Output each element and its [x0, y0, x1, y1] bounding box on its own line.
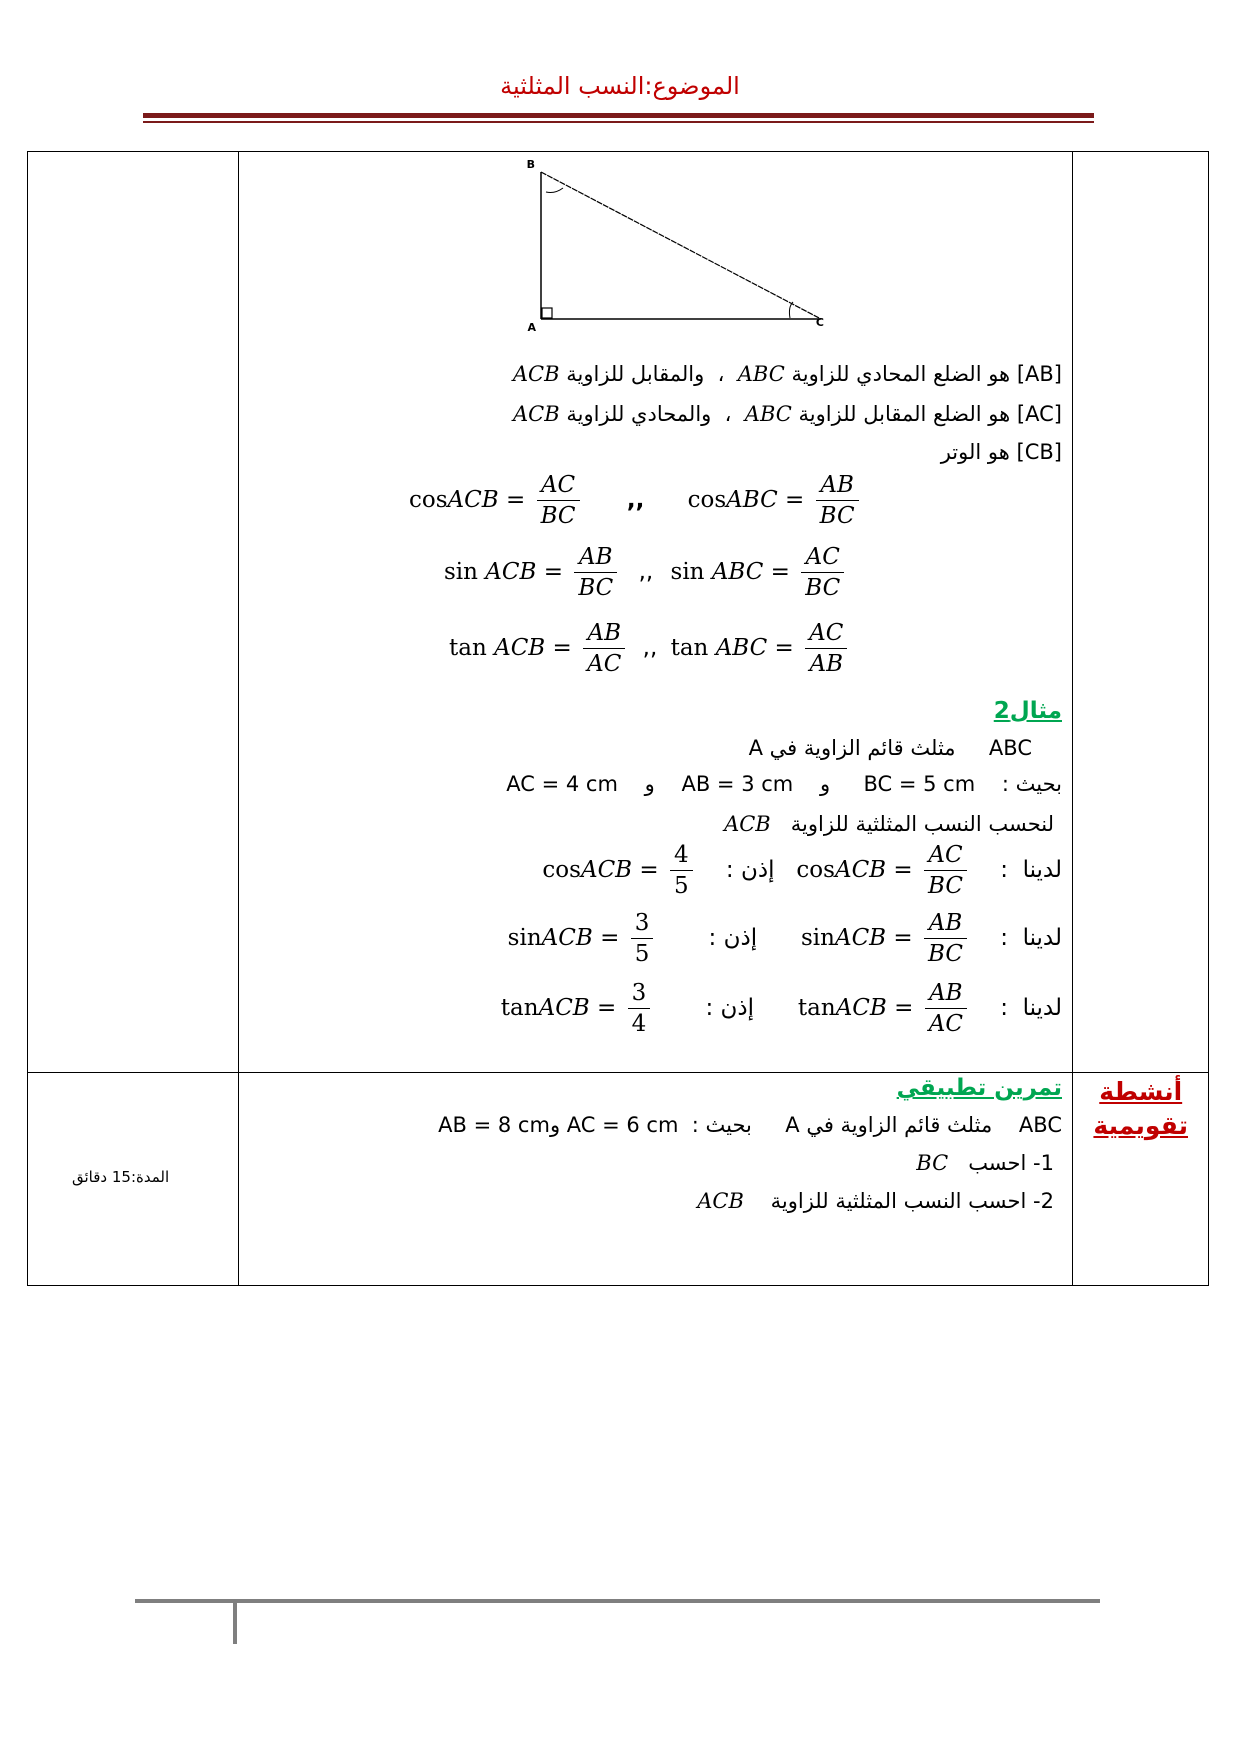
func: tan — [449, 635, 487, 661]
vertex-c-label: C — [815, 316, 824, 329]
formula-row-tan: tan ACB = $\frac{AB}{AC}$ ,, tan ABC = $\frac{AC}{AB}$ — [449, 620, 851, 677]
label-cell-empty — [1073, 152, 1209, 1073]
q1-text: 1- احسب — [968, 1151, 1054, 1175]
example2-cos-row — [542, 842, 1062, 899]
angle: ACB — [447, 487, 499, 513]
duration-text: المدة:15 دقائق — [72, 1168, 170, 1186]
angle-abc: ABC — [737, 362, 785, 386]
func: sin — [670, 559, 705, 585]
sin-value: sinACB = $\frac{3}{5}$ — [508, 910, 658, 967]
func: sin — [444, 559, 478, 585]
definition-ab — [513, 362, 1062, 386]
therefore: إذن : — [708, 925, 758, 951]
colon: : — [1000, 857, 1008, 883]
angle-acb: ACB — [512, 362, 560, 386]
fraction: $\frac{AC}{AB}$ — [805, 620, 847, 677]
we-have: لدينا — [1022, 995, 1062, 1021]
func: cos — [409, 487, 448, 513]
q2-angle: ACB — [697, 1189, 744, 1213]
assessment-label — [1093, 1075, 1188, 1143]
we-have: لدينا — [1022, 857, 1062, 883]
separator: ,, — [642, 635, 658, 661]
q2-text: 2- احسب النسب المثلثية للزاوية — [770, 1189, 1054, 1213]
right-triangle-figure — [499, 154, 839, 334]
side-bc — [541, 172, 821, 319]
ab-text2: والمقابل للزاوية — [566, 362, 705, 386]
example2-tan-row — [501, 980, 1062, 1037]
ac-value: AC = 4 cm — [506, 772, 618, 796]
exercise-q1 — [916, 1151, 1054, 1175]
colon: : — [1000, 925, 1008, 951]
ab-text: هو الضلع المحادي للزاوية — [791, 362, 1011, 386]
angle-abc: ABC — [744, 402, 792, 426]
lesson-row — [28, 152, 1209, 1073]
fraction: $\frac{AB}{BC}$ — [574, 544, 617, 601]
angle-b-mark — [546, 188, 563, 193]
example2-compute-line — [724, 812, 1054, 836]
given-values: AC = 6 cm وAB = 8 cm — [438, 1113, 679, 1137]
formula-row-cos: cosACB = $\frac{AC}{BC}$ ,, cosABC = $\frac{AB}{BC}$ — [409, 472, 863, 529]
header-rule-thick — [143, 113, 1094, 118]
tan-value: tanACB = $\frac{3}{4}$ — [501, 980, 654, 1037]
duration-cell-empty — [28, 152, 239, 1073]
therefore: إذن : — [705, 995, 755, 1021]
assessment-label-cell — [1073, 1073, 1209, 1286]
footer-rule — [135, 1599, 1100, 1603]
ac-prefix: [AC] — [1016, 402, 1062, 426]
definition-cb — [941, 440, 1062, 464]
example2-desc-line — [749, 736, 1032, 760]
ab-value: AB = 3 cm — [681, 772, 794, 796]
example2-sin-row — [508, 910, 1062, 967]
page-title: الموضوع:النسب المثلثية — [500, 72, 740, 100]
exercise-given-line — [438, 1113, 1062, 1137]
angle-acb: ACB — [512, 402, 560, 426]
triangle-desc: مثلث قائم الزاوية في A — [748, 736, 956, 760]
where-label: بحيث : — [1001, 772, 1062, 796]
q1-var: BC — [916, 1151, 949, 1175]
angle: ACB — [485, 559, 537, 585]
exercise-q2 — [697, 1189, 1054, 1213]
example2-given-line — [506, 772, 1062, 796]
and-word: و — [819, 772, 831, 796]
vertex-b-label: B — [526, 158, 535, 171]
cb-text: هو الوتر — [940, 440, 1010, 464]
angle: ABC — [726, 487, 778, 513]
lesson-table — [27, 151, 1209, 1286]
sep: ، — [717, 362, 725, 386]
where-label: بحيث : — [691, 1113, 752, 1137]
separator: ,, — [626, 487, 645, 513]
tan-definition: tanACB = $\frac{AB}{AC}$ — [798, 980, 971, 1037]
exercise-title: تمرين تطبيقي — [896, 1075, 1062, 1101]
sep: ، — [724, 402, 732, 426]
func: cos — [687, 487, 727, 513]
label-line1: أنشطة — [1099, 1077, 1183, 1106]
right-angle-mark — [542, 308, 552, 318]
ab-prefix: [AB] — [1016, 362, 1062, 386]
and-word: و — [644, 772, 655, 796]
definition-ac — [513, 402, 1062, 426]
cos-definition: cosACB = $\frac{AC}{BC}$ — [796, 842, 971, 899]
ac-text2: والمحادي للزاوية — [566, 402, 712, 426]
cb-prefix: [CB] — [1016, 440, 1062, 464]
triangle-name: ABC — [988, 736, 1032, 760]
sin-definition: sinACB = $\frac{AB}{BC}$ — [801, 910, 971, 967]
example2-title: مثال2 — [993, 698, 1062, 724]
header-rule-thin — [143, 121, 1094, 123]
ac-text: هو الضلع المقابل للزاوية — [798, 402, 1011, 426]
angle: ACB — [494, 635, 546, 661]
footer-tick — [233, 1603, 237, 1644]
func: tan — [670, 635, 709, 661]
assessment-row — [28, 1073, 1209, 1286]
fraction: $\frac{AB}{BC}$ — [816, 472, 859, 529]
triangle-name: ABC — [1018, 1113, 1062, 1137]
formula-row-sin: sin ACB = $\frac{AB}{BC}$ ,, sin ABC = $\frac{AC}{BC}$ — [444, 544, 848, 601]
duration-cell — [28, 1073, 239, 1286]
angle: ABC — [715, 635, 768, 661]
assessment-content-cell — [239, 1073, 1073, 1286]
angle: ABC — [711, 559, 764, 585]
vertex-a-label: A — [527, 321, 536, 334]
fraction: $\frac{AC}{BC}$ — [537, 472, 580, 529]
cos-value: cosACB = $\frac{4}{5}$ — [542, 842, 696, 899]
we-have: لدينا — [1022, 925, 1062, 951]
compute-text: لنحسب النسب المثلثية للزاوية — [790, 812, 1054, 836]
content-cell — [239, 152, 1073, 1073]
angle-acb: ACB — [724, 812, 771, 836]
separator: ,, — [638, 559, 654, 585]
label-line2: تقويمية — [1093, 1111, 1188, 1140]
colon: : — [1000, 995, 1008, 1021]
triangle-desc: مثلث قائم الزاوية في A — [785, 1113, 993, 1137]
bc-value: BC = 5 cm — [863, 772, 976, 796]
fraction: $\frac{AB}{AC}$ — [583, 620, 625, 677]
fraction: $\frac{AC}{BC}$ — [801, 544, 844, 601]
therefore: إذن : — [725, 857, 775, 883]
